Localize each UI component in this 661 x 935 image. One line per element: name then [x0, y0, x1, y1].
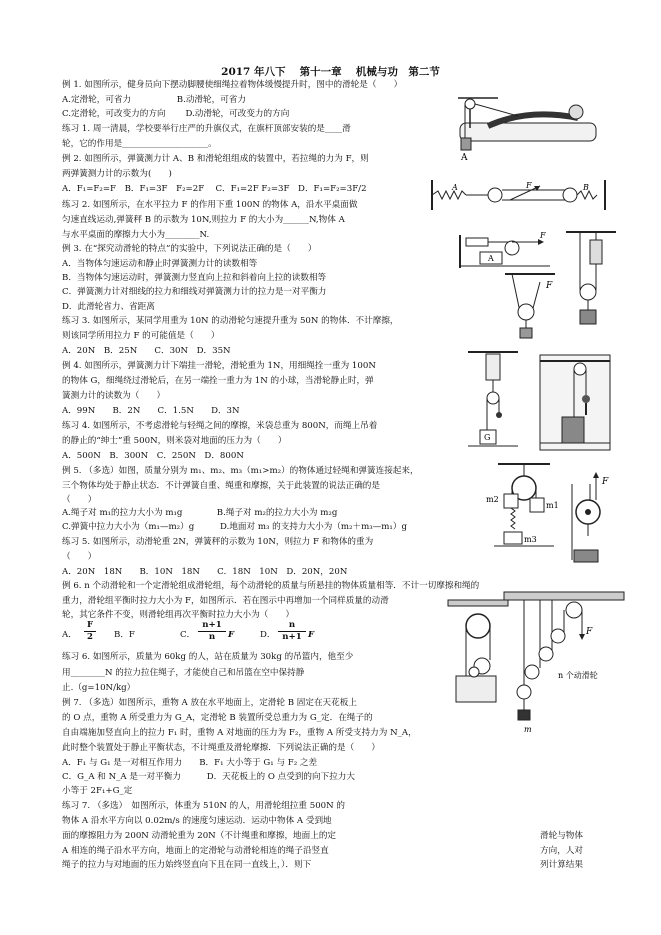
fig6-label-f: F: [586, 627, 593, 637]
text-line: 用________N 的拉力拉住绳子，才能使自己和吊篮在空中保持静: [62, 668, 305, 678]
fig3-label-f2: F: [546, 281, 553, 291]
text-line: 练习 7. （多选） 如图所示，体重为 510N 的人，用滑轮组拉重 500N 的: [62, 801, 345, 811]
fig6-label-n: n 个动滑轮: [558, 671, 598, 680]
text-line: 练习 1. 周一清晨，学校要举行庄严的升旗仪式，在旗杆顶部安装的是____滑: [62, 124, 351, 134]
figure-hanging-pulley-scale: [566, 230, 616, 330]
text-line: 绳子的拉力与对地面的压力始终竖直向下且在同一直线上，）．则下: [62, 860, 312, 870]
fig2-label-f: F: [526, 181, 532, 190]
text-line: 例 7. （多选）如图所示，重物 A 放在水平地面上，定滑轮 B 固定在天花板上: [62, 698, 357, 708]
option-d-letter: D．: [260, 630, 276, 640]
option-c-fraction: n+1 n: [198, 620, 226, 643]
text-line: C．G_A 和 N_A 是一对平衡力 D．天花板上的 O 点受到的向下拉力大: [62, 772, 355, 782]
text-line: 的物体 G，细绳绕过滑轮后，在另一端拴一重力为 1N 的小球，当滑轮静止时，弹: [62, 376, 374, 386]
text-line: 例 5. （多选）如图，质量分别为 m₁、m₂、m₃（m₁>m₂）的物体通过轻绳和弹簧连接起来，: [62, 466, 419, 476]
fig1-label-a: A: [461, 153, 468, 163]
text-line: 簧测力计的读数为（ ）: [62, 391, 166, 401]
text-line: 的 O 点，重物 A 所受重力为 G_A，定滑轮 B 装置所受总重力为 G_定．在绳子的: [62, 713, 373, 723]
side-note: 列计算结果: [540, 860, 583, 870]
figure-spring-scales: [430, 180, 610, 220]
text-line: A．20N 18N B．10N 18N C．18N 10N D．20N，20N: [62, 567, 348, 577]
text-line: （ ）: [62, 552, 97, 562]
text-line: A 相连的绳子沿水平方向，地面上的定滑轮与动滑轮相连的绳子沿竖直: [62, 846, 329, 856]
text-line: 重力，滑轮组平衡时拉力大小为 F，如图所示．若在图示中再增加一个同样质量的动滑: [62, 596, 389, 606]
text-line: A．20N B．25N C．30N D．35N: [62, 346, 231, 356]
text-line: 自由端施加竖直向上的拉力 F₁ 时，重物 A 对地面的压力为 F₂，重物 A 所受支持力为 N_A，: [62, 728, 417, 738]
figure-scale-pulley-g: [468, 350, 518, 450]
text-line: 练习 6. 如图所示，质量为 60kg 的人，站在质量为 30kg 的吊篮内，他至少: [62, 652, 354, 662]
text-line: 小等于 2F₁+G_定: [62, 786, 133, 796]
text-line: C.弹簧中拉力大小为（m₁—m₂）g D.地面对 m₃ 的支持力大小为（m₂＋m₃—m₁）g: [62, 522, 407, 532]
text-line: A．F₁=F₂=F B．F₁=3F F₂=2F C．F₁=2F F₂=3F D．F₁=F₂=3F/2: [62, 184, 367, 194]
option-c-letter: C．: [180, 630, 196, 640]
text-line: 轮，其它条件不变，则滑轮组再次平衡时拉力大小为（ ）: [62, 610, 295, 620]
text-line: A．当物体匀速运动和静止时弹簧测力计的读数相等: [62, 259, 258, 269]
text-line: 两弹簧测力计的示数为( ): [62, 169, 172, 179]
text-line: C.定滑轮，可改变力的方向 D.动滑轮，可改变力的方向: [62, 109, 290, 119]
text-line: 面的摩擦阻力为 200N 动滑轮重为 20N（不计绳重和摩擦，地面上的定: [62, 831, 337, 841]
fig6-label-m: m: [524, 725, 532, 734]
fig3-label-f: F: [540, 231, 546, 240]
fig5-label-f: F: [602, 477, 609, 487]
text-line: 此时整个装置处于静止平衡状态，不计绳重及滑轮摩擦．下列说法正确的是（ ）: [62, 743, 380, 753]
fig2-label-b: B: [583, 183, 589, 192]
text-line: A.绳子对 m₁的拉力大小为 m₁g B.绳子对 m₂的拉力大小为 m₂g: [62, 508, 338, 518]
text-line: 则该同学所用拉力 F 的可能值是（ ）: [62, 331, 220, 341]
text-line: 例 3. 在“探究动滑轮的特点”的实验中，下列说法正确的是（ ）: [62, 244, 317, 254]
text-line: （ ）: [62, 495, 97, 505]
figure-exercise-machine: [458, 88, 598, 163]
text-line: 匀速直线运动,弹簧秤 B 的示数为 10N,则拉力 F 的大小为______N,物体 A: [62, 215, 345, 225]
option-b: B．F: [114, 630, 135, 640]
text-line: 练习 3. 如图所示，某同学用重为 10N 的动滑轮匀速提升重为 50N 的物体．不计摩擦，: [62, 316, 399, 326]
text-line: 止.（g=10N/kg）: [62, 683, 136, 693]
text-line: 例 1. 如图所示，健身员向下摆动脚腰使细绳拉着物体缓慢提升时，图中的滑轮是（ ）: [62, 80, 403, 90]
text-line: 的静止的“绅士”重 500N，则米袋对地面的压力为（ ）: [62, 436, 287, 446]
figure-single-pulley-f: [568, 470, 612, 580]
option-c-suffix: F: [228, 630, 235, 640]
text-line: 物体 A 沿水平方向以 0.02m/s 的速度匀速运动．运动中物体 A 受到地: [62, 816, 332, 826]
text-line: B．当物体匀速运动时，弹簧测力竖直向上拉和斜着向上拉的读数相等: [62, 273, 327, 283]
option-d-suffix: F: [308, 630, 315, 640]
fig5-label-m2: m2: [486, 495, 499, 504]
text-line: A．F₁ 与 G₁ 是一对相互作用力 B．F₁ 大小等于 G₁ 与 F₂ 之差: [62, 758, 318, 768]
side-note: 方向，人对: [540, 846, 583, 856]
option-a-fraction: F 2: [84, 620, 96, 643]
text-line: 练习 4. 如图所示，不考虑滑轮与轻绳之间的摩擦，米袋总重为 800N，而绳上吊着: [62, 421, 378, 431]
text-line: 例 2. 如图所示，弹簧测力计 A、B 和滑轮组组成的装置中，若拉绳的力为 F，则: [62, 154, 369, 164]
text-line: 轮，它的作用是____________________。: [62, 139, 217, 149]
figure-n-pulleys: [504, 592, 624, 732]
text-line: D．此滑轮省力、省距离: [62, 302, 155, 312]
figure-person-basket: [448, 600, 508, 710]
text-line: C．弹簧测力计对细线的拉力和细线对弹簧测力计的拉力是一对平衡力: [62, 287, 327, 297]
side-note: 滑轮与物体: [540, 831, 583, 841]
figure-m1-m2-m3: [484, 462, 564, 558]
figure-horizontal-pulley: [460, 230, 550, 270]
fig3-label-a: A: [488, 254, 494, 263]
fig2-label-a: A: [452, 183, 458, 192]
option-d-fraction: n n+1: [278, 620, 306, 643]
figure-gentleman-rice-bag: [540, 355, 610, 450]
fig4-label-g: G: [484, 433, 491, 442]
text-line: A．99N B．2N C．1.5N D．3N: [62, 406, 240, 416]
text-line: 与水平桌面的摩擦力大小为________N.: [62, 230, 210, 240]
text-line: 三个物体均处于静止状态．不计弹簧自重、绳重和摩擦，关于此装置的说法正确的是: [62, 481, 380, 491]
text-line: 练习 2. 如图所示，在水平拉力 F 的作用下重 100N 的物体 A，沿水平桌面做: [62, 200, 358, 210]
text-line: 例 4. 如图所示，弹簧测力计下端挂一滑轮，滑轮重为 1N，用细绳拴一重为 100N: [62, 361, 376, 371]
text-line: 例 6. n 个动滑轮和一个定滑轮组成滑轮组，每个动滑轮的质量与所悬挂的物体质量相等．不计一切摩擦和绳的: [62, 581, 480, 591]
text-line: A.定滑轮，可省力 B.动滑轮，可省力: [62, 95, 246, 105]
text-line: 练习 5. 如图所示，动滑轮重 2N，弹簧秤的示数为 10N，则拉力 F 和物体的重为: [62, 537, 374, 547]
fig5-label-m1: m1: [546, 501, 559, 510]
fig5-label-m3: m3: [524, 535, 537, 544]
page-title: 2017 年八下 第十一章 机械与功 第二节: [221, 66, 440, 78]
figure-dynamic-pulley: [500, 272, 560, 342]
text-line: A．500N B．300N C．250N D．800N: [62, 451, 244, 461]
option-a-letter: A．: [62, 630, 77, 640]
